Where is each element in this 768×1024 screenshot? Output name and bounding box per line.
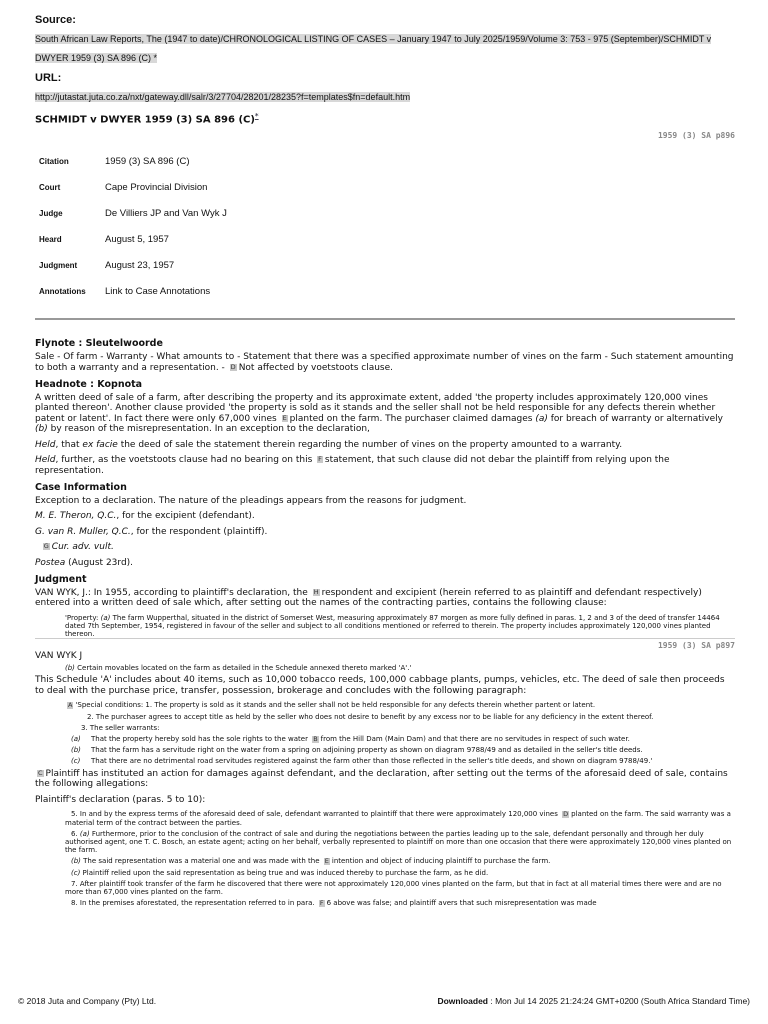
warranty-text [91, 735, 630, 743]
source-label: Source: [35, 14, 76, 26]
headnote-paragraph [35, 393, 735, 435]
source-block [35, 14, 735, 65]
info-value: August 5, 1957 [105, 233, 169, 245]
declaration-part: The said representation was a material one and was made with the [83, 857, 320, 866]
info-value: 1959 (3) SA 896 (C) [105, 155, 190, 167]
declaration-part: planted on the farm. The said warranty was a material term of the contract between the parties. [65, 810, 731, 827]
counsel-respondent [35, 527, 735, 538]
margin-marker-d: D [230, 362, 236, 371]
page-divider [35, 638, 735, 639]
quoted-movables-clause [35, 664, 735, 672]
url-block [35, 72, 735, 104]
warranty-label: (a) [71, 735, 81, 744]
info-key: Citation [39, 156, 69, 166]
info-value: August 23, 1957 [105, 259, 175, 271]
margin-marker-g: G [43, 542, 49, 551]
page-reference-897: 1959 (3) SA p897 [657, 641, 735, 651]
judgment-part: respondent and excipient (herein referred to as plaintiff and defendant respectively) entered into a written deed of sale which, after setting out the names of the contracting parties, contains the following clause: [35, 587, 702, 609]
declaration-para-8 [35, 899, 735, 907]
held-part: the deed of sale the statement therein regarding the number of vines on the property amounted to a warranty. [120, 439, 623, 450]
flynote-part: Not affected by voetstoots clause. [238, 362, 394, 373]
declaration-part: (c) [71, 868, 81, 877]
info-row-annotations [39, 278, 227, 304]
margin-marker-d: D [563, 809, 569, 818]
download-timestamp: : Mon Jul 14 2025 21:24:24 GMT+0200 (South Africa Standard Time) [488, 996, 750, 1006]
margin-marker-f: F [319, 898, 324, 907]
declaration-part: intention and object of inducing plaintiff to purchase the farm. [331, 857, 551, 866]
case-information-heading: Case Information [35, 481, 127, 493]
margin-marker-b: B [313, 734, 318, 743]
counsel-role: , for the excipient (defendant). [116, 511, 255, 522]
margin-marker-c: C [38, 768, 43, 777]
info-value: De Villiers JP and Van Wyk J [105, 207, 227, 219]
headnote-part: for breach of warranty or alternatively [550, 413, 723, 424]
counsel-excipient [35, 511, 735, 522]
info-row-judge [39, 200, 227, 226]
info-key: Annotations [39, 286, 86, 296]
document-page [35, 14, 735, 910]
headnote-heading: Headnote : Kopnota [35, 378, 143, 390]
margin-marker-h: H [313, 587, 319, 596]
declaration-part: (a) [79, 829, 90, 838]
info-key: Judge [39, 208, 63, 218]
download-info [437, 996, 750, 1006]
quote-part: Certain movables located on the farm as detailed in the Schedule annexed thereto marked 'A'.' [77, 664, 412, 673]
judgment-paragraph-1 [35, 588, 735, 609]
judgment-heading: Judgment [35, 573, 87, 585]
counsel-role: , for the respondent (plaintiff). [130, 526, 268, 537]
action-text: Plaintiff has instituted an action for damages against defendant, and the declaration, after setting out the terms of the aforesaid deed of sale, contains the following allegations: [35, 768, 728, 790]
flynote-heading: Flynote : Sleutelwoorde [35, 338, 163, 350]
info-row-citation [39, 148, 227, 174]
declaration-para-5 [35, 810, 735, 826]
declaration-heading: Plaintiff's declaration (paras. 5 to 10): [35, 794, 206, 805]
margin-marker-e: E [324, 856, 329, 865]
condition-text: 2. The purchaser agrees to accept title as held by the seller who does not desire to benefit by any excess nor to be liable for any deficiency in the extent thereof. [87, 712, 654, 721]
held-part: Held [35, 455, 56, 466]
warranty-part: from the Hill Dam (Main Dam) and that there are no servitudes in respect of such water. [320, 735, 630, 744]
held-part: Held [35, 439, 56, 450]
info-row-judgment [39, 252, 227, 278]
declaration-part: (b) [71, 857, 81, 866]
special-condition-3: 3. The seller warrants: [81, 723, 160, 732]
warranty-part: That the property hereby sold has the sole rights to the water [91, 735, 308, 744]
url-value[interactable]: http://jutastat.juta.co.za/nxt/gateway.dll/salr/3/27704/28201/28235?f=templates$fn=default.htm [35, 92, 411, 102]
condition-text: 'Special conditions: 1. The property is sold as it stands and the seller shall not be held responsible for any defects therein whether partent or latent. [75, 701, 596, 710]
held-part: statement, that such clause did not debar the plaintiff from relying upon the representation. [35, 455, 670, 477]
headnote-part: (b) [35, 424, 48, 435]
held-paragraph-2 [35, 455, 735, 476]
case-title-footnote-link[interactable]: * [254, 112, 259, 120]
judgment-part: VAN WYK, J.: In 1955, according to plaintiff's declaration, the [35, 587, 308, 598]
postea-date: (August 23rd). [65, 558, 134, 569]
url-label: URL: [35, 72, 62, 84]
section-divider [35, 318, 735, 320]
declaration-para-7 [35, 880, 735, 896]
flynote-text [35, 352, 735, 373]
postea-label: Postea [35, 558, 66, 569]
warranty-b [35, 746, 735, 754]
warranty-a [35, 735, 735, 743]
declaration-part: 6. [71, 829, 78, 838]
download-label: Downloaded [437, 996, 488, 1006]
margin-marker-a: A [68, 700, 73, 709]
quote-part: 'Property: [65, 613, 99, 622]
postea [35, 558, 735, 569]
held-part: ex facie [82, 439, 118, 450]
info-row-court [39, 174, 227, 200]
quote-part: (b) [65, 664, 75, 673]
copyright: © 2018 Juta and Company (Pty) Ltd. [18, 996, 157, 1006]
held-paragraph-1 [35, 440, 735, 451]
page-reference-896: 1959 (3) SA p896 [657, 131, 735, 141]
counsel-name: M. E. Theron, Q.C. [35, 511, 117, 522]
source-value: South African Law Reports, The (1947 to date)/CHRONOLOGICAL LISTING OF CASES – January 1947 to July 2025/1959/Volume 3: 753 - 975 (September)/SCHMIDT v DWYER 1959 (3) SA 896 (C) * [35, 34, 712, 63]
quote-part: (a) [100, 613, 111, 622]
quote-part: The farm Wupperthal, situated in the district of Somerset West, measuring approximately 87 morgen as more fully defined in paras. 1, 2 and 3 of the deed of transfer 14464 dated 7th September, 1954, registered in favour of the seller and subject to all conditions mentioned or referred to therein. The property includes approximately 120,000 vines planted thereon. [65, 613, 720, 639]
case-title [35, 112, 735, 125]
declaration-part: 8. In the premises aforestated, the representation referred to in para. [71, 899, 315, 908]
special-condition-1 [35, 701, 735, 709]
annotations-link[interactable]: Link to Case Annotations [105, 285, 211, 297]
warranty-label: (c) [71, 757, 81, 766]
declaration-part: Furthermore, prior to the conclusion of the contract of sale and during the negotiations between the parties leading up to the sale, defendant personally and through her duly authorised agent, one T. C. Bosch, an estate agent; acting on her behalf, verbally represented to plaintiff on more than one occasion that there were approximately 120,000 vines planted on the farm. [65, 829, 732, 855]
info-key: Judgment [39, 260, 78, 270]
case-title-text: SCHMIDT v DWYER 1959 (3) SA 896 (C) [35, 114, 255, 126]
held-part: , that [55, 439, 80, 450]
schedule-paragraph: This Schedule 'A' includes about 40 items, such as 10,000 tobacco reeds, 100,000 cabbage plants, pumps, vehicles, etc. The deed of sale then proceeds to deal with the purchase price, transfer, possession, brokerage and concludes with the following paragraph: [35, 675, 725, 696]
running-header-judge: VAN WYK J [35, 651, 83, 662]
declaration-part: Plaintiff relied upon the said representation as being true and was induced thereby to purchase the farm, as he did. [82, 868, 489, 877]
headnote-part: (a) [535, 413, 548, 424]
cur-adv-vult [35, 542, 735, 553]
warranty-text: That there are no detrimental road servitudes registered against the farm other than those reflected in the seller's title deeds, and shown on diagram 9788/49.' [91, 757, 653, 766]
declaration-part: 6 above was false; and plaintiff avers that such misrepresentation was made [326, 899, 597, 908]
declaration-part: 7. After plaintiff took transfer of the farm he discovered that there were not approximately 120,000 vines planted on the farm, but that in fact at all material times there were and are no more than 67,000 vines planted on the farm. [65, 879, 722, 897]
case-info-table [39, 148, 227, 304]
margin-marker-e: E [282, 413, 287, 422]
counsel-name: G. van R. Muller, Q.C. [35, 526, 131, 537]
info-row-heard [39, 226, 227, 252]
action-paragraph [35, 769, 735, 790]
quoted-property-clause [35, 614, 735, 639]
warranty-text: That the farm has a servitude right on the water from a spring on adjoining property as shown on diagram 9788/49 and as detailed in the seller's title deeds. [91, 746, 643, 755]
declaration-para-6a [35, 830, 735, 855]
headnote-part: planted on the farm. The purchaser claimed damages [289, 413, 533, 424]
declaration-para-6c [35, 869, 735, 877]
warranty-label: (b) [71, 746, 81, 755]
cur-adv-vult-text: Cur. adv. vult. [51, 542, 114, 553]
info-key: Court [39, 182, 61, 192]
info-key: Heard [39, 234, 62, 244]
headnote-part: A written deed of sale of a farm, after describing the property and its approximate extent, added 'the property includes approximately 120,000 vines planted thereon'. Another clause provided 'the property is sold as it stands and the seller shall not be held responsible for any defects therein whether patent or latent'. In fact there were only 67,000 vines [35, 392, 716, 424]
held-part: , further, as the voetstoots clause had no bearing on this [55, 455, 313, 466]
flynote-part: Sale - Of farm - Warranty - What amounts to - Statement that there was a specified approximate number of vines on the farm - Such statement amounting to both a warranty and a representation. - [35, 352, 734, 373]
info-value: Cape Provincial Division [105, 181, 208, 193]
margin-marker-f: F [318, 455, 322, 464]
special-condition-2 [35, 713, 735, 721]
declaration-para-6b [35, 857, 735, 865]
headnote-part: by reason of the misrepresentation. In an exception to the declaration, [50, 424, 370, 435]
case-information-text: Exception to a declaration. The nature of the pleadings appears from the reasons for judgment. [35, 495, 467, 506]
declaration-part: 5. In and by the express terms of the aforesaid deed of sale, defendant warranted to plaintiff that there were approximately 120,000 vines [71, 810, 558, 819]
warranty-c [35, 757, 735, 765]
